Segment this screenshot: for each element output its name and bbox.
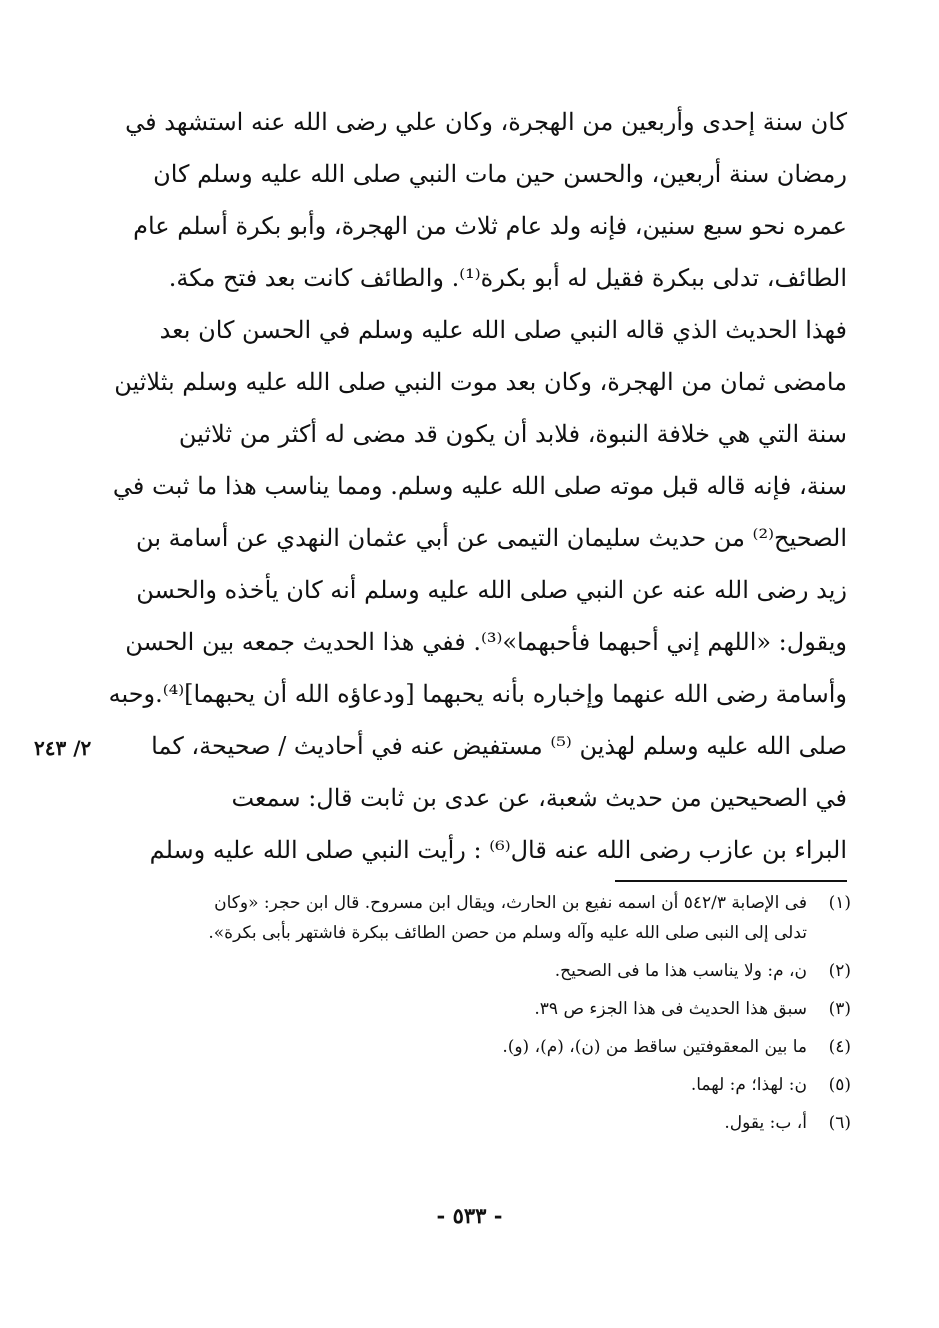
footnote-divider	[615, 880, 847, 882]
footnote-number: (٦)	[828, 1113, 851, 1133]
footnote-item	[151, 994, 851, 1024]
main-text-line: رمضان سنة أربعين، والحسن حين مات النبي صلى الله عليه وسلم كان	[153, 160, 847, 188]
main-text-line: صلى الله عليه وسلم لهذين ⁽⁵⁾ مستفيض عنه في أحاديث / صحيحة، كما	[151, 732, 847, 760]
main-text-line: في الصحيحين من حديث شعبة، عن عدى بن ثابت قال: سمعت	[231, 784, 847, 812]
footnote-text	[151, 956, 807, 986]
footnote-line: فى الإصابة ٥٤٢/٣ أن اسمه نفيع بن الحارث، ويقال ابن مسروح. قال ابن حجر: «وكان	[214, 893, 807, 913]
footnote-text	[151, 1070, 807, 1100]
main-text-line: البراء بن عازب رضى الله عنه قال⁽⁶⁾ : رأيت النبي صلى الله عليه وسلم	[149, 836, 847, 864]
main-text-block	[108, 96, 847, 876]
main-text-line: مامضى ثمان من الهجرة، وكان بعد موت النبي صلى الله عليه وسلم بثلاثين	[114, 368, 847, 396]
main-text-line: زيد رضى الله عنه عن النبي صلى الله عليه وسلم أنه كان يأخذه والحسن	[136, 576, 847, 604]
margin-page-reference: ٢/ ٢٤٣	[34, 736, 92, 760]
footnote-line: تدلى إلى النبى صلى الله عليه وآله وسلم من حصن الطائف ببكرة فاشتهر بأبى بكرة».	[208, 923, 807, 943]
footnote-item	[151, 1108, 851, 1138]
footnote-line: ما بين المعقوفتين ساقط من (ن)، (م)، (و).	[502, 1037, 807, 1057]
footnote-item	[151, 888, 851, 948]
main-text-line: الطائف، تدلى ببكرة فقيل له أبو بكرة⁽¹⁾. والطائف كانت بعد فتح مكة.	[168, 264, 847, 292]
footnote-text	[151, 888, 807, 948]
footnote-text	[151, 1032, 807, 1062]
footnote-number: (٢)	[828, 961, 851, 981]
page-number: - ٥٣٣ -	[436, 1203, 503, 1228]
footnote-item	[151, 956, 851, 986]
footnote-text	[151, 1108, 807, 1138]
main-text-line: الصحيح⁽²⁾ من حديث سليمان التيمى عن أبي عثمان النهدي عن أسامة بن	[136, 524, 847, 552]
main-text-line: كان سنة إحدى وأربعين من الهجرة، وكان علي رضى الله عنه استشهد في	[125, 108, 847, 136]
main-text-line: سنة، فإنه قاله قبل موته صلى الله عليه وسلم. ومما يناسب هذا ما ثبت في	[112, 472, 847, 500]
footnote-line: ن: لهذا؛ م: لهما.	[690, 1075, 807, 1095]
footnote-number: (٥)	[828, 1075, 851, 1095]
footnote-line: ن، م: ولا يناسب هذا ما فى الصحيح.	[554, 961, 807, 981]
footnote-number: (٣)	[828, 999, 851, 1019]
main-text-line: ويقول: «اللهم إني أحبهما فأحبهما»⁽³⁾. ففي هذا الحديث جمعه بين الحسن	[125, 628, 847, 656]
footnote-item	[151, 1070, 851, 1100]
main-text-line: فهذا الحديث الذي قاله النبي صلى الله عليه وسلم في الحسن كان بعد	[159, 316, 847, 344]
footnotes-section	[151, 888, 851, 1146]
footnote-text	[151, 994, 807, 1024]
footnote-number: (١)	[828, 893, 851, 913]
footnote-line: سبق هذا الحديث فى هذا الجزء ص ٣٩.	[534, 999, 807, 1019]
main-text-line: سنة التي هي خلافة النبوة، فلابد أن يكون قد مضى له أكثر من ثلاثين	[178, 420, 847, 448]
footnote-number: (٤)	[828, 1037, 851, 1057]
footnote-line: أ، ب: يقول.	[724, 1113, 807, 1133]
main-text-line: وأسامة رضى الله عنهما وإخباره بأنه يحبهما [ودعاؤه الله أن يحبهما]⁽⁴⁾.وحبه	[108, 680, 847, 708]
main-text-line: عمره نحو سبع سنين، فإنه ولد عام ثلاث من الهجرة، وأبو بكرة أسلم عام	[133, 212, 847, 240]
footnote-item	[151, 1032, 851, 1062]
